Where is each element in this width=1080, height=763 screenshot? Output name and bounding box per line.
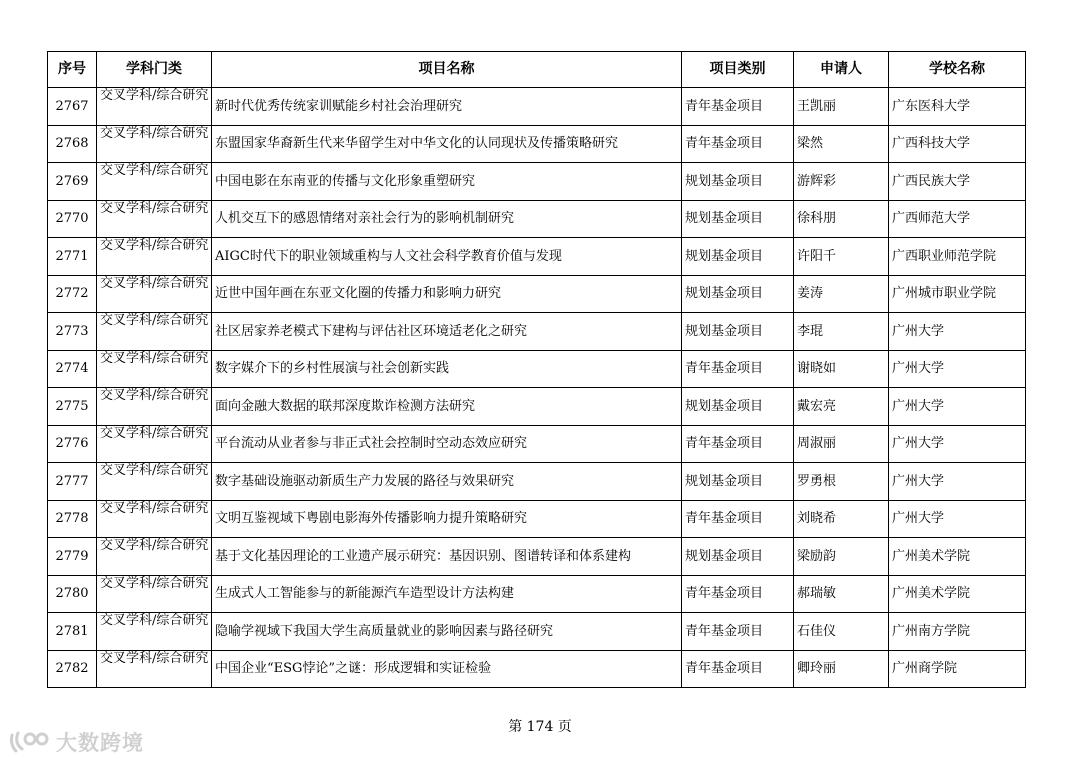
row-number: 2781	[48, 613, 97, 651]
row-school: 广西民族大学	[889, 163, 1026, 201]
row-school: 广州大学	[889, 500, 1026, 538]
row-project-name: 平台流动从业者参与非正式社会控制时空动态效应研究	[212, 425, 682, 463]
row-school: 广西科技大学	[889, 125, 1026, 163]
row-number: 2780	[48, 575, 97, 613]
row-applicant: 姜涛	[794, 275, 889, 313]
row-school: 广州大学	[889, 350, 1026, 388]
row-number: 2772	[48, 275, 97, 313]
row-school: 广州美术学院	[889, 575, 1026, 613]
row-category: 规划基金项目	[682, 388, 794, 426]
row-school: 广州城市职业学院	[889, 275, 1026, 313]
row-category: 规划基金项目	[682, 313, 794, 351]
row-number: 2771	[48, 238, 97, 276]
row-project-name: 中国企业“ESG悖论”之谜：形成逻辑和实证检验	[212, 650, 682, 688]
row-number: 2768	[48, 125, 97, 163]
row-project-name: 中国电影在东南亚的传播与文化形象重塑研究	[212, 163, 682, 201]
row-applicant: 王凯丽	[794, 88, 889, 126]
row-number: 2777	[48, 463, 97, 501]
row-school: 广西职业师范学院	[889, 238, 1026, 276]
table-row	[48, 125, 1026, 163]
header-school: 学校名称	[889, 52, 1026, 88]
row-discipline: 交叉学科/综合研究	[97, 163, 212, 201]
project-table	[47, 51, 1026, 688]
row-school: 广州美术学院	[889, 538, 1026, 576]
row-applicant: 戴宏亮	[794, 388, 889, 426]
row-project-name: 人机交互下的感恩情绪对亲社会行为的影响机制研究	[212, 200, 682, 238]
row-discipline: 交叉学科/综合研究	[97, 425, 212, 463]
row-category: 规划基金项目	[682, 238, 794, 276]
row-number: 2782	[48, 650, 97, 688]
row-project-name: 社区居家养老模式下建构与评估社区环境适老化之研究	[212, 313, 682, 351]
row-school: 广州大学	[889, 425, 1026, 463]
table-row	[48, 538, 1026, 576]
row-project-name: 生成式人工智能参与的新能源汽车造型设计方法构建	[212, 575, 682, 613]
row-project-name: 隐喻学视域下我国大学生高质量就业的影响因素与路径研究	[212, 613, 682, 651]
row-school: 广东医科大学	[889, 88, 1026, 126]
row-number: 2775	[48, 388, 97, 426]
row-discipline: 交叉学科/综合研究	[97, 125, 212, 163]
table-row	[48, 313, 1026, 351]
header-category: 项目类别	[682, 52, 794, 88]
row-discipline: 交叉学科/综合研究	[97, 238, 212, 276]
row-number: 2779	[48, 538, 97, 576]
watermark	[8, 727, 144, 757]
row-discipline: 交叉学科/综合研究	[97, 313, 212, 351]
table-row	[48, 200, 1026, 238]
row-applicant: 游辉彩	[794, 163, 889, 201]
row-applicant: 梁然	[794, 125, 889, 163]
row-project-name: 数字媒介下的乡村性展演与社会创新实践	[212, 350, 682, 388]
row-project-name: 基于文化基因理论的工业遗产展示研究：基因识别、图谱转译和体系建构	[212, 538, 682, 576]
row-number: 2770	[48, 200, 97, 238]
table-row	[48, 238, 1026, 276]
header-applicant: 申请人	[794, 52, 889, 88]
row-discipline: 交叉学科/综合研究	[97, 200, 212, 238]
row-applicant: 罗勇根	[794, 463, 889, 501]
table-row	[48, 163, 1026, 201]
row-project-name: 新时代优秀传统家训赋能乡村社会治理研究	[212, 88, 682, 126]
row-applicant: 石佳仪	[794, 613, 889, 651]
row-discipline: 交叉学科/综合研究	[97, 500, 212, 538]
watermark-text: 大数跨境	[56, 731, 144, 755]
table-row	[48, 88, 1026, 126]
page-number: 第 174 页	[508, 719, 572, 735]
row-category: 青年基金项目	[682, 500, 794, 538]
row-applicant: 许阳千	[794, 238, 889, 276]
table-row	[48, 613, 1026, 651]
table-row	[48, 463, 1026, 501]
row-discipline: 交叉学科/综合研究	[97, 350, 212, 388]
row-category: 规划基金项目	[682, 538, 794, 576]
row-project-name: AIGC时代下的职业领域重构与人文社会科学教育价值与发现	[212, 238, 682, 276]
row-category: 青年基金项目	[682, 425, 794, 463]
row-category: 规划基金项目	[682, 200, 794, 238]
row-school: 广州大学	[889, 313, 1026, 351]
row-school: 广西师范大学	[889, 200, 1026, 238]
row-school: 广州大学	[889, 388, 1026, 426]
row-school: 广州商学院	[889, 650, 1026, 688]
table-row	[48, 425, 1026, 463]
row-project-name: 东盟国家华裔新生代来华留学生对中华文化的认同现状及传播策略研究	[212, 125, 682, 163]
row-school: 广州南方学院	[889, 613, 1026, 651]
row-number: 2778	[48, 500, 97, 538]
table-row	[48, 500, 1026, 538]
row-project-name: 面向金融大数据的联邦深度欺诈检测方法研究	[212, 388, 682, 426]
row-category: 规划基金项目	[682, 463, 794, 501]
row-number: 2767	[48, 88, 97, 126]
row-number: 2769	[48, 163, 97, 201]
row-applicant: 梁励韵	[794, 538, 889, 576]
row-category: 青年基金项目	[682, 125, 794, 163]
table-row	[48, 388, 1026, 426]
row-discipline: 交叉学科/综合研究	[97, 538, 212, 576]
row-number: 2774	[48, 350, 97, 388]
row-category: 青年基金项目	[682, 350, 794, 388]
row-category: 青年基金项目	[682, 650, 794, 688]
row-project-name: 文明互鉴视域下粤剧电影海外传播影响力提升策略研究	[212, 500, 682, 538]
row-discipline: 交叉学科/综合研究	[97, 575, 212, 613]
row-school: 广州大学	[889, 463, 1026, 501]
table-row	[48, 650, 1026, 688]
row-number: 2776	[48, 425, 97, 463]
brand-logo-icon	[8, 729, 52, 755]
row-category: 规划基金项目	[682, 275, 794, 313]
row-category: 青年基金项目	[682, 88, 794, 126]
row-category: 青年基金项目	[682, 613, 794, 651]
row-applicant: 李琨	[794, 313, 889, 351]
row-discipline: 交叉学科/综合研究	[97, 650, 212, 688]
row-discipline: 交叉学科/综合研究	[97, 388, 212, 426]
row-applicant: 周淑丽	[794, 425, 889, 463]
header-discipline: 学科门类	[97, 52, 212, 88]
row-discipline: 交叉学科/综合研究	[97, 275, 212, 313]
row-number: 2773	[48, 313, 97, 351]
row-applicant: 刘晓希	[794, 500, 889, 538]
row-project-name: 数字基础设施驱动新质生产力发展的路径与效果研究	[212, 463, 682, 501]
table-row	[48, 350, 1026, 388]
row-category: 规划基金项目	[682, 163, 794, 201]
row-discipline: 交叉学科/综合研究	[97, 613, 212, 651]
table-header-row	[48, 52, 1026, 88]
row-project-name: 近世中国年画在东亚文化圈的传播力和影响力研究	[212, 275, 682, 313]
header-project: 项目名称	[212, 52, 682, 88]
row-applicant: 郝瑞敏	[794, 575, 889, 613]
row-applicant: 徐科朋	[794, 200, 889, 238]
row-discipline: 交叉学科/综合研究	[97, 463, 212, 501]
row-discipline: 交叉学科/综合研究	[97, 88, 212, 126]
row-applicant: 卿玲丽	[794, 650, 889, 688]
table-row	[48, 275, 1026, 313]
header-no: 序号	[48, 52, 97, 88]
row-applicant: 谢晓如	[794, 350, 889, 388]
table-row	[48, 575, 1026, 613]
row-category: 青年基金项目	[682, 575, 794, 613]
